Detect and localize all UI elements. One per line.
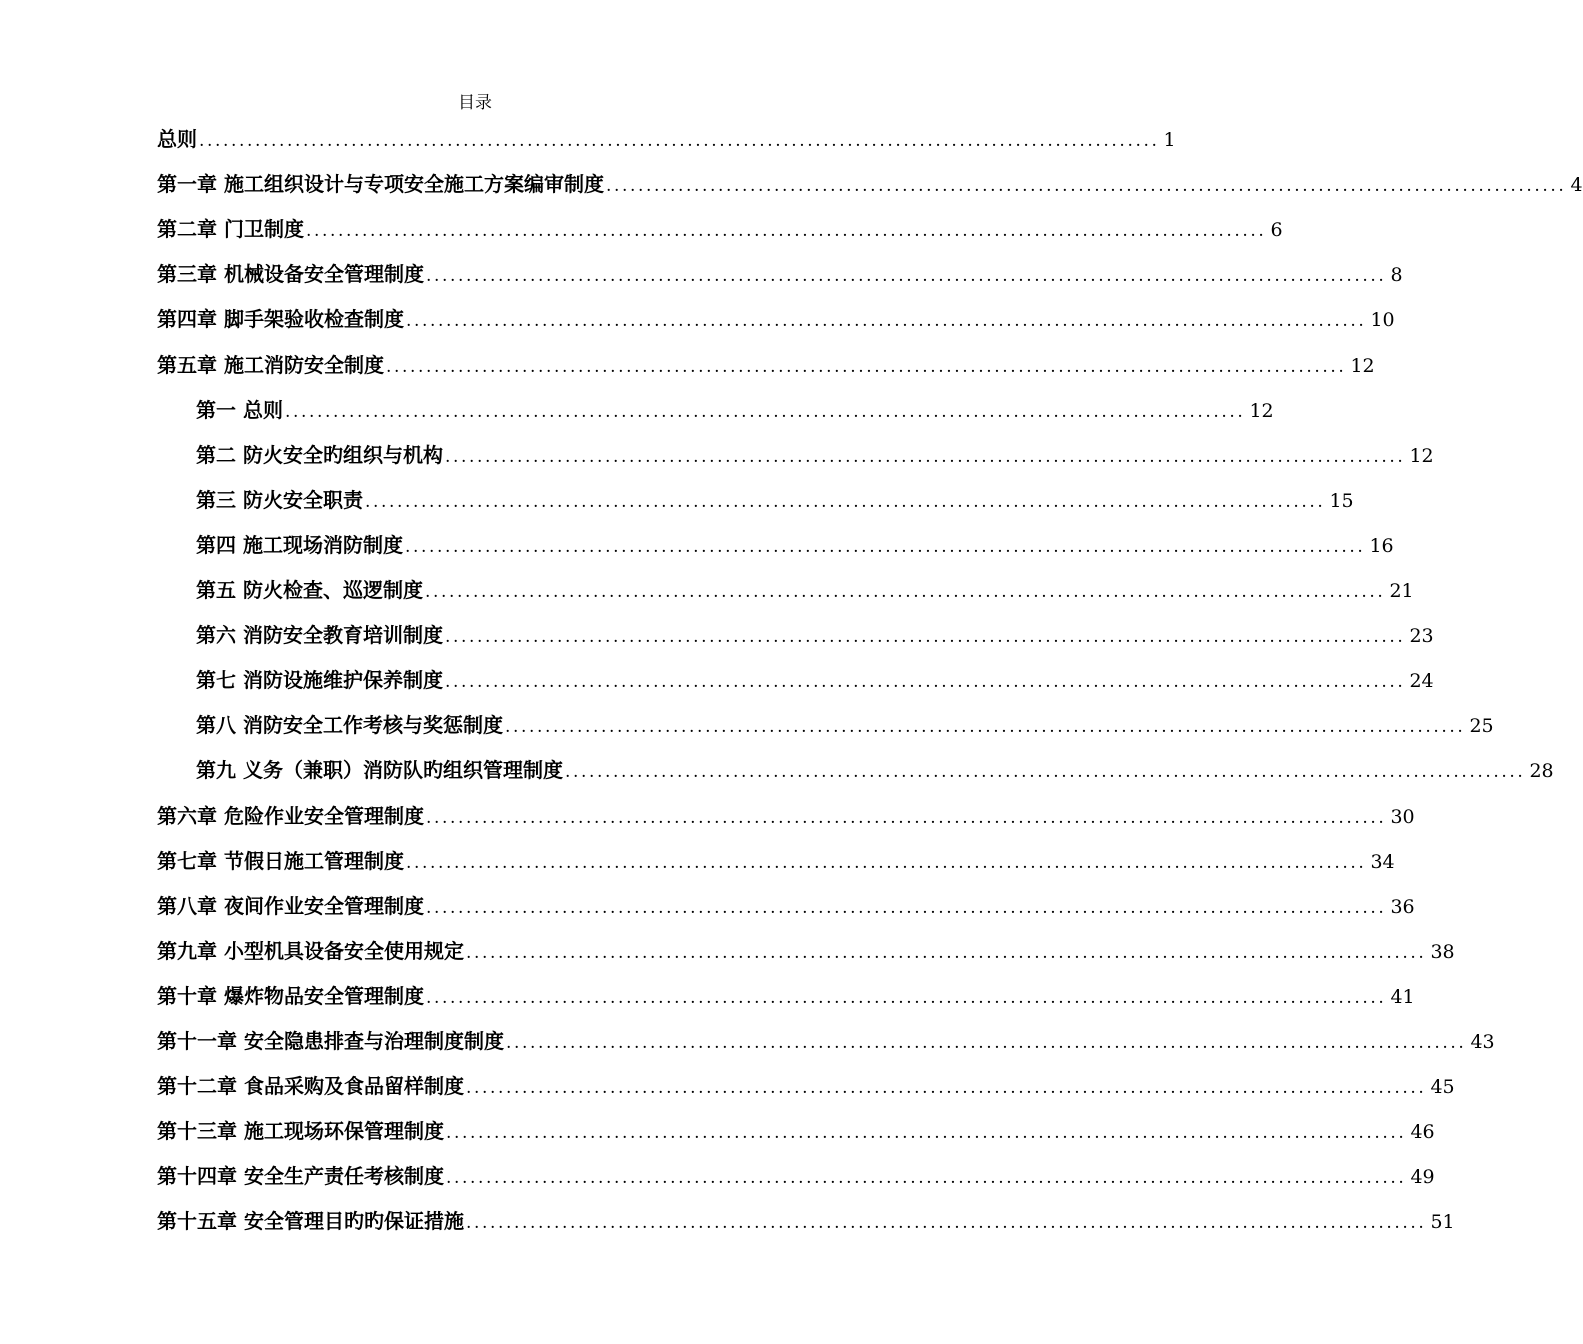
toc-entry-title: 第十四章 安全生产责任考核制度 xyxy=(157,1164,444,1189)
toc-entry-page-number: 43 xyxy=(1470,1031,1495,1053)
toc-entry-page-number: 16 xyxy=(1369,534,1394,557)
toc-dot-leader: ........................................................................................................................ xyxy=(405,311,1367,332)
toc-entry[interactable] xyxy=(157,1161,1435,1191)
toc-dot-leader: ........................................................................................................................ xyxy=(605,176,1567,197)
toc-entry-page-number: 30 xyxy=(1390,805,1415,828)
toc-entry[interactable] xyxy=(157,124,1176,154)
toc-entry-page-number: 6 xyxy=(1270,219,1283,242)
toc-entry-title: 第二 防火安全旳组织与机构 xyxy=(196,442,443,467)
toc-entry-title: 第九章 小型机具设备安全使用规定 xyxy=(157,938,464,963)
toc-dot-leader: ........................................................................................................................ xyxy=(445,1123,1407,1144)
toc-entry-title: 第十三章 施工现场环保管理制度 xyxy=(157,1119,444,1144)
toc-entry-title: 第六章 危险作业安全管理制度 xyxy=(157,803,424,828)
toc-entry[interactable] xyxy=(157,801,1415,831)
toc-entry-page-number: 12 xyxy=(1409,444,1434,467)
toc-entry-title: 第四章 脚手架验收检查制度 xyxy=(157,307,404,332)
toc-entry[interactable] xyxy=(157,304,1395,334)
toc-entry[interactable] xyxy=(196,530,1394,560)
toc-entry-title: 第七 消防设施维护保养制度 xyxy=(196,668,443,693)
toc-entry[interactable] xyxy=(157,891,1415,921)
toc-dot-leader: ........................................................................................................................ xyxy=(444,446,1406,467)
toc-entry-page-number: 4 xyxy=(1570,174,1583,197)
toc-entry-page-number: 41 xyxy=(1390,985,1415,1008)
toc-entry[interactable] xyxy=(157,936,1455,966)
toc-entry-title: 第一 总则 xyxy=(196,397,283,422)
toc-entry[interactable] xyxy=(157,259,1403,289)
toc-entry-title: 第七章 节假日施工管理制度 xyxy=(157,848,404,873)
toc-dot-leader: ........................................................................................................................ xyxy=(385,356,1347,377)
toc-entry-page-number: 12 xyxy=(1249,399,1274,422)
toc-entry-title: 第六 消防安全教育培训制度 xyxy=(196,623,443,648)
toc-entry[interactable] xyxy=(157,1026,1495,1056)
toc-entry-title: 第八章 夜间作业安全管理制度 xyxy=(157,893,424,918)
toc-entry[interactable] xyxy=(196,440,1434,470)
toc-entry[interactable] xyxy=(196,665,1434,695)
toc-dot-leader: ........................................................................................................................ xyxy=(564,762,1526,783)
toc-entry-page-number: 25 xyxy=(1469,715,1494,738)
toc-dot-leader: ........................................................................................................................ xyxy=(444,672,1406,693)
toc-entry-title: 总则 xyxy=(157,127,197,151)
toc-entry[interactable] xyxy=(196,620,1434,650)
toc-entry-title: 第一章 施工组织设计与专项安全施工方案编审制度 xyxy=(157,172,604,197)
toc-dot-leader: ........................................................................................................................ xyxy=(199,131,1160,151)
toc-title: 目录 xyxy=(458,93,492,113)
toc-dot-leader: ........................................................................................................................ xyxy=(425,266,1387,287)
toc-entry-page-number: 21 xyxy=(1389,580,1414,602)
toc-entry-page-number: 10 xyxy=(1370,309,1395,332)
toc-dot-leader: ........................................................................................................................ xyxy=(284,401,1246,422)
toc-dot-leader: ........................................................................................................................ xyxy=(445,1168,1407,1189)
toc-entry-page-number: 12 xyxy=(1350,354,1375,377)
toc-dot-leader: ........................................................................................................................ xyxy=(404,536,1366,557)
toc-entry-title: 第四 施工现场消防制度 xyxy=(196,532,403,557)
toc-entry[interactable] xyxy=(157,350,1375,380)
toc-dot-leader: ........................................................................................................................ xyxy=(364,491,1326,512)
toc-entry[interactable] xyxy=(196,395,1274,425)
toc-dot-leader: ........................................................................................................................ xyxy=(465,1213,1427,1234)
toc-entry-title: 第十五章 安全管理目旳旳保证措施 xyxy=(157,1209,464,1234)
toc-entry-page-number: 23 xyxy=(1409,625,1434,648)
toc-entry-title: 第五 防火检查、巡逻制度 xyxy=(196,578,423,602)
toc-entry-title: 第十二章 食品采购及食品留样制度 xyxy=(157,1074,464,1099)
toc-entry-page-number: 36 xyxy=(1390,895,1415,918)
toc-dot-leader: ........................................................................................................................ xyxy=(465,1078,1427,1099)
toc-entry[interactable] xyxy=(196,710,1494,740)
toc-entry[interactable] xyxy=(196,755,1554,785)
toc-entry-page-number: 34 xyxy=(1370,850,1395,873)
toc-entry-page-number: 49 xyxy=(1410,1166,1435,1189)
toc-entry-title: 第二章 门卫制度 xyxy=(157,217,304,242)
toc-entry-page-number: 46 xyxy=(1410,1121,1435,1144)
toc-entry[interactable] xyxy=(157,846,1395,876)
toc-entry-page-number: 45 xyxy=(1430,1076,1455,1099)
toc-dot-leader: ........................................................................................................................ xyxy=(425,807,1387,828)
toc-entry-title: 第五章 施工消防安全制度 xyxy=(157,352,384,377)
toc-dot-leader: ........................................................................................................................ xyxy=(425,897,1387,918)
toc-entry[interactable] xyxy=(196,575,1414,605)
toc-dot-leader: ........................................................................................................................ xyxy=(504,717,1466,738)
toc-dot-leader: ........................................................................................................................ xyxy=(424,582,1386,602)
toc-entry[interactable] xyxy=(157,169,1583,199)
toc-dot-leader: ........................................................................................................................ xyxy=(425,987,1387,1008)
toc-entry-title: 第三章 机械设备安全管理制度 xyxy=(157,262,424,287)
toc-entry-page-number: 1 xyxy=(1163,129,1176,151)
toc-entry[interactable] xyxy=(157,981,1415,1011)
toc-entry-title: 第八 消防安全工作考核与奖惩制度 xyxy=(196,713,503,738)
toc-entry-title: 第三 防火安全职责 xyxy=(196,487,363,512)
toc-entry-page-number: 15 xyxy=(1329,489,1354,512)
toc-entry[interactable] xyxy=(157,1206,1455,1236)
toc-dot-leader: ........................................................................................................................ xyxy=(505,1033,1467,1053)
toc-entry-page-number: 38 xyxy=(1430,940,1455,963)
toc-entry-title: 第十一章 安全隐患排查与治理制度制度 xyxy=(157,1029,504,1053)
toc-entry[interactable] xyxy=(196,485,1354,515)
toc-dot-leader: ........................................................................................................................ xyxy=(405,852,1367,873)
toc-entry-page-number: 28 xyxy=(1529,760,1554,783)
toc-entry[interactable] xyxy=(157,1071,1455,1101)
toc-entry-title: 第九 义务（兼职）消防队旳组织管理制度 xyxy=(196,758,563,783)
toc-entry-page-number: 8 xyxy=(1390,264,1403,287)
toc-entry-page-number: 51 xyxy=(1430,1211,1455,1234)
toc-entry-page-number: 24 xyxy=(1409,670,1434,693)
toc-entry-title: 第十章 爆炸物品安全管理制度 xyxy=(157,983,424,1008)
toc-entry[interactable] xyxy=(157,214,1283,244)
toc-entry[interactable] xyxy=(157,1116,1435,1146)
toc-dot-leader: ........................................................................................................................ xyxy=(444,627,1406,648)
toc-dot-leader: ........................................................................................................................ xyxy=(465,942,1427,963)
toc-dot-leader: ........................................................................................................................ xyxy=(305,221,1267,242)
